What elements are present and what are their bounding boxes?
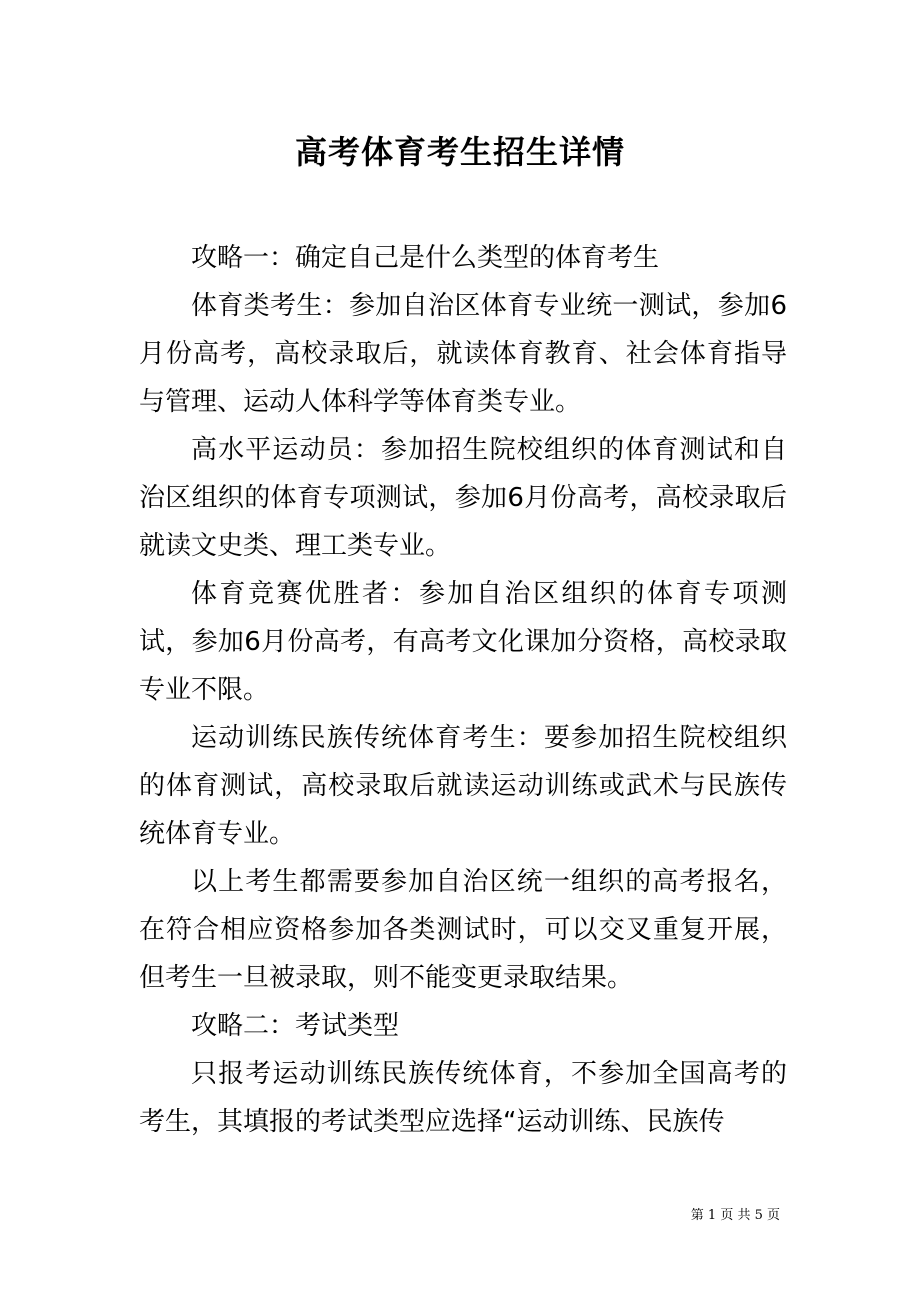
paragraph-competition-winner: 体育竞赛优胜者：参加自治区组织的体育专项测试，参加6月份高考，有高考文化课加分资格，高校录取专业不限。 xyxy=(139,579,787,705)
paragraph-exam-type: 只报考运动训练民族传统体育，不参加全国高考的考生，其填报的考试类型应选择“运动训练、民族传 xyxy=(139,1059,787,1137)
paragraph-high-level-athlete: 高水平运动员：参加招生院校组织的体育测试和自治区组织的体育专项测试，参加6月份高考，高校录取后就读文史类、理工类专业。 xyxy=(139,435,787,561)
document-body xyxy=(139,234,787,1146)
page-title: 高考体育考生招生详情 xyxy=(294,133,625,171)
paragraph-strategy-two-heading: 攻略二：考试类型 xyxy=(191,1011,400,1041)
paragraph-registration-note: 以上考生都需要参加自治区统一组织的高考报名，在符合相应资格参加各类测试时，可以交叉重复开展，但考生一旦被录取，则不能变更录取结果。 xyxy=(139,867,787,993)
paragraph-sports-category: 体育类考生：参加自治区体育专业统一测试，参加6月份高考，高校录取后，就读体育教育、社会体育指导与管理、运动人体科学等体育类专业。 xyxy=(139,291,787,417)
paragraph-sports-training-ethnic: 运动训练民族传统体育考生：要参加招生院校组织的体育测试，高校录取后就读运动训练或武术与民族传统体育专业。 xyxy=(139,723,787,849)
page-number: 第 1 页 共 5 页 xyxy=(690,1208,780,1223)
paragraph-strategy-one-heading: 攻略一：确定自己是什么类型的体育考生 xyxy=(191,243,660,273)
